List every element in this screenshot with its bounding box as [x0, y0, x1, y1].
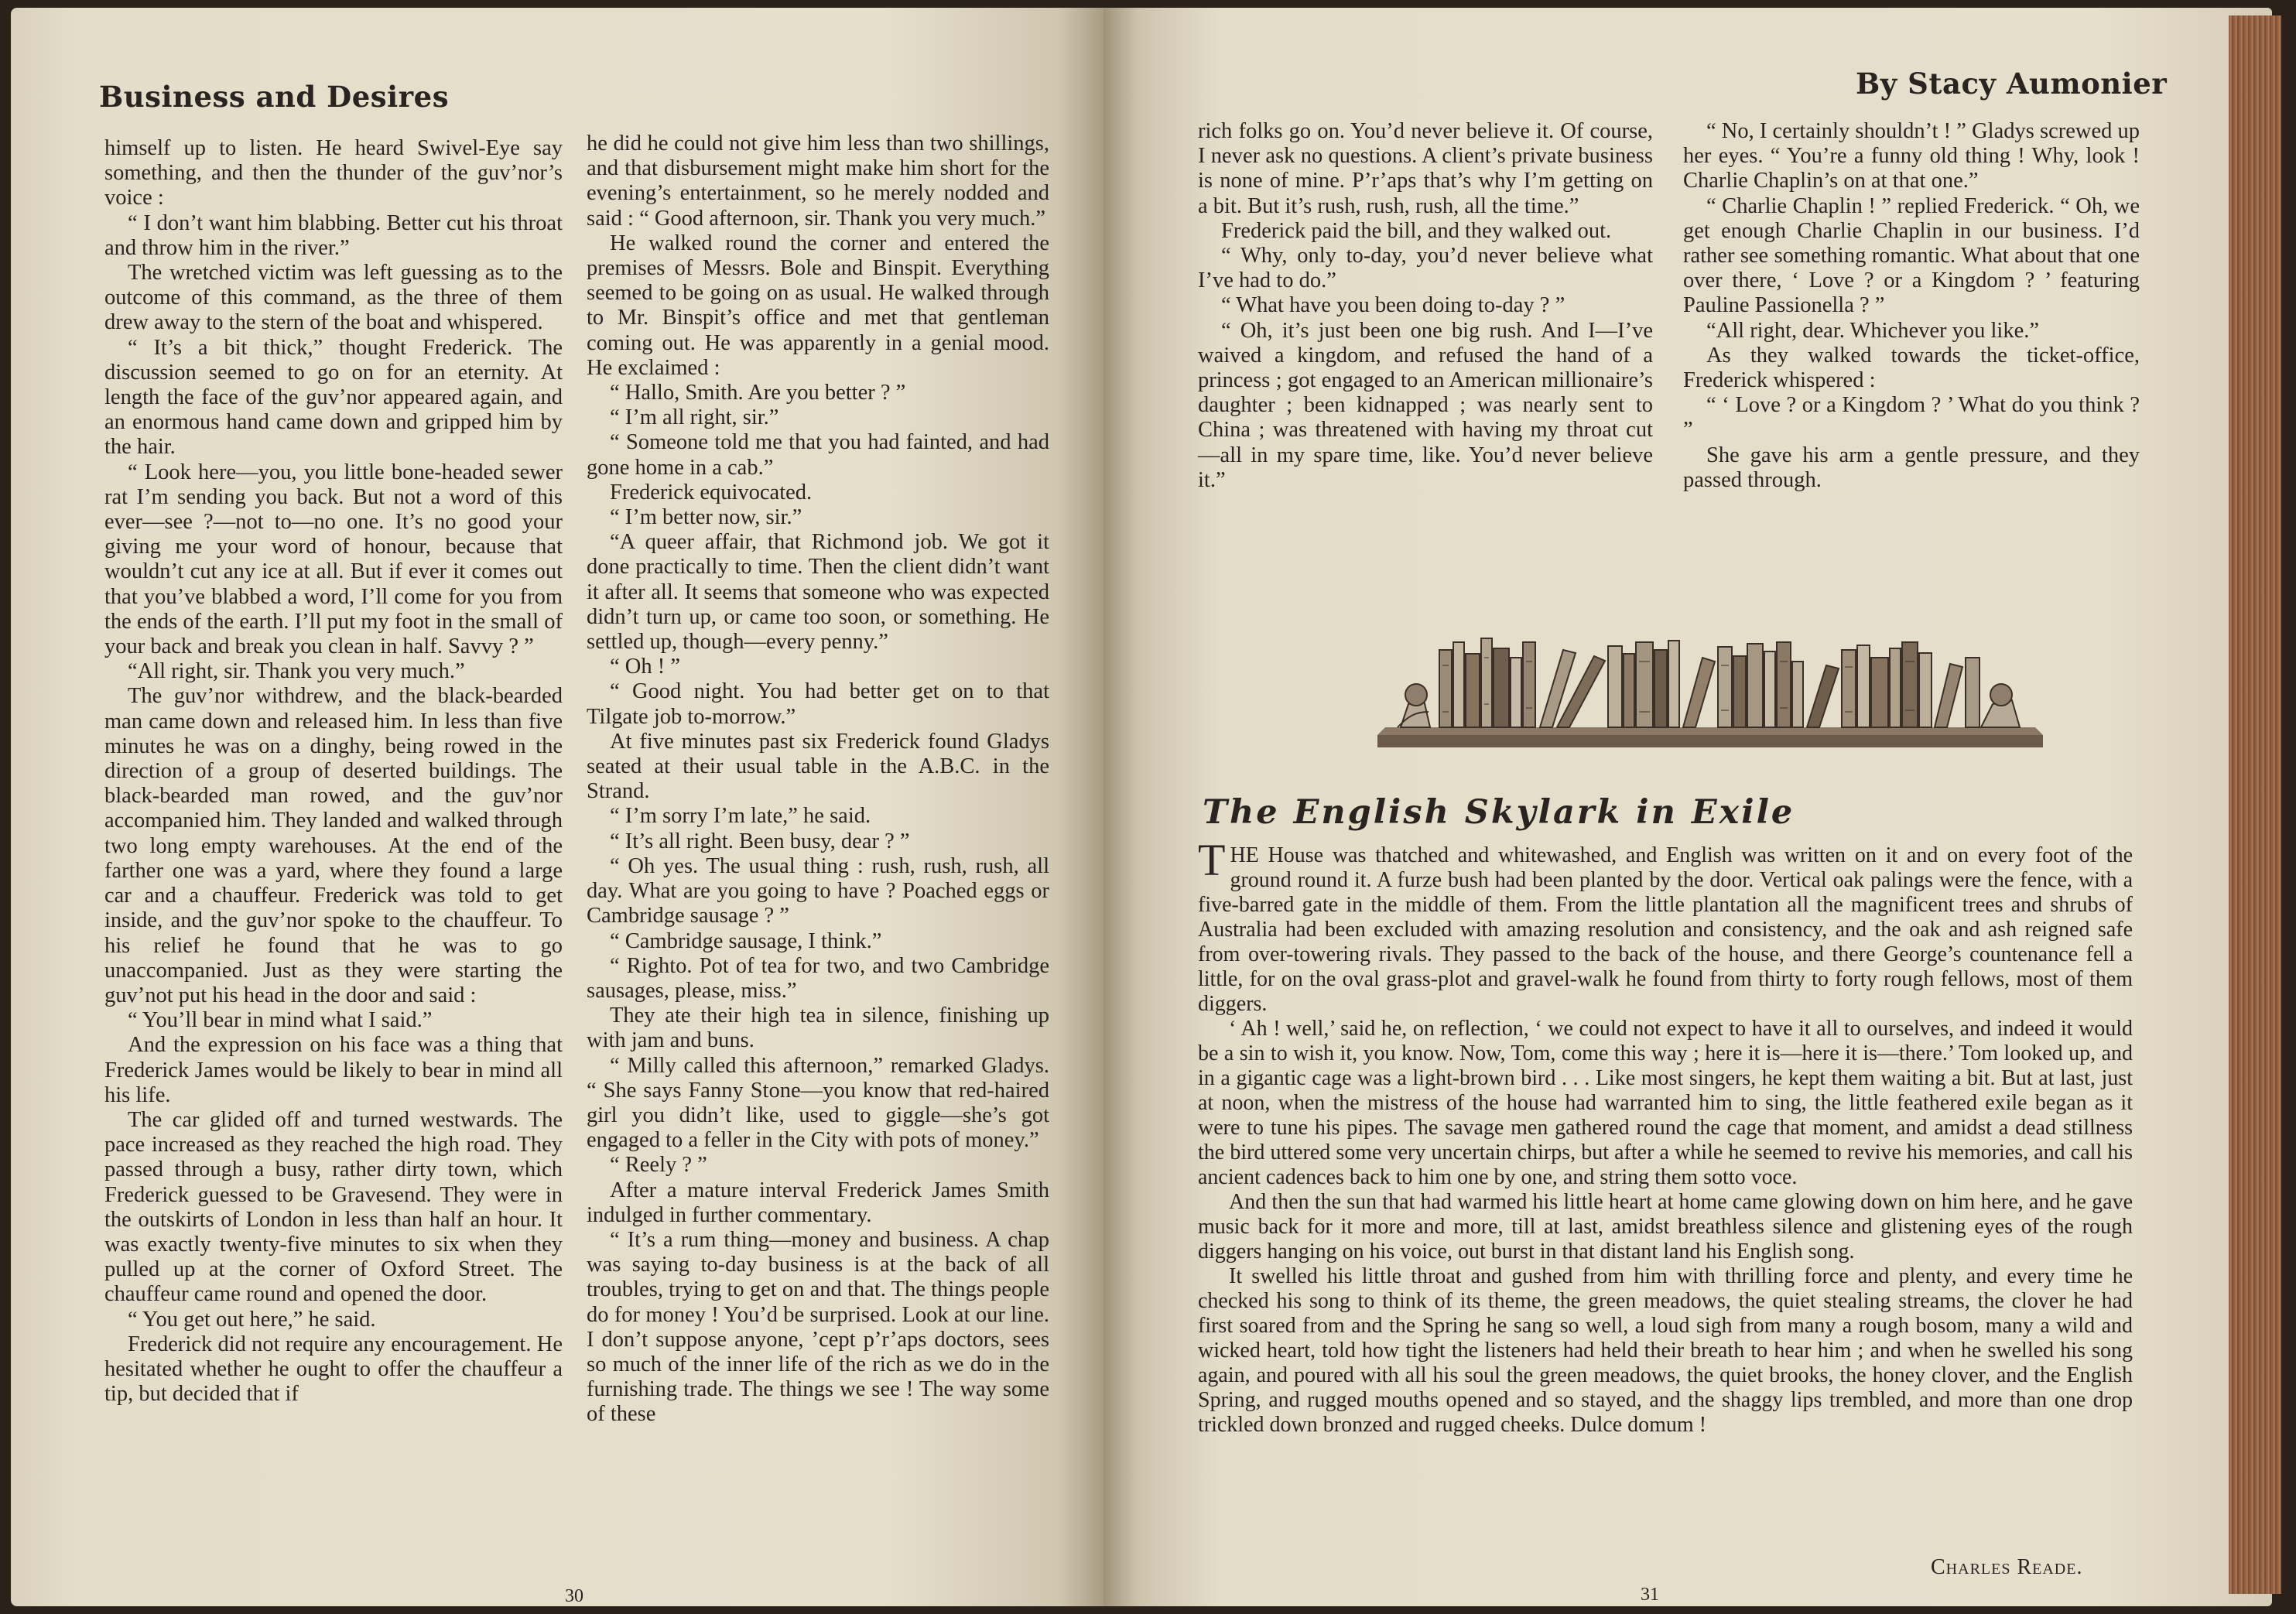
- paragraph: The wretched victim was left guessing as to the outcome of this command, as the three of them drew away to the stern of the boat and whispered.: [104, 261, 563, 335]
- paragraph: The guv’nor withdrew, and the black-bearded man came down and released him. In less than five minutes he was on a dinghy, being rowed in the direction of a group of deserted buildings. The black-bearded man rowed, and the guv’nor accompanied him. They landed and walked through two long empty warehouses. At the end of the farther one was a yard, where they found a large car and a chauffeur. Frederick was told to get inside, and the guv’nor spoke to the chauffeur. To his relief he found that he was to go unaccompanied. Just as they were starting the guv’not put his head in the door and said :: [104, 684, 563, 1007]
- right-page-number: 31: [1641, 1585, 1659, 1605]
- left-column-2: [587, 132, 1049, 1428]
- story-author: Charles Reade.: [1931, 1555, 2083, 1579]
- right-running-head: By Stacy Aumonier: [1856, 67, 2168, 101]
- paragraph: “ I’m all right, sir.”: [610, 405, 779, 430]
- paragraph: The car glided off and turned westwards. The pace increased as they reached the high road. They passed through a busy, rather dirty town, which Frederick guessed to be Gravesend. They were in the outskirts of London in less than half an hour. It was exactly twenty-five minutes to six when they pulled up at the corner of Oxford Street. The chauffeur came round and opened the door.: [104, 1107, 563, 1307]
- paragraph: “ Milly called this afternoon,” remarked Gladys. “ She says Fanny Stone—you know that red-haired girl you didn’t like, used to giggle—she’s got engaged to a feller in the City with pots of money.”: [587, 1053, 1049, 1153]
- paragraph: “ I’m sorry I’m late,” he said.: [610, 804, 871, 829]
- left-page-number: 30: [565, 1586, 583, 1606]
- left-column-1: [104, 136, 563, 1407]
- paragraph: She gave his arm a gentle pressure, and they passed through.: [1683, 443, 2140, 492]
- paragraph: “ It’s a bit thick,” thought Frederick. The discussion seemed to go on for an eternity. At length the face of the guv’nor appeared again, and an enormous hand came down and gripped him by the hair.: [104, 335, 563, 460]
- paragraph: “ What have you been doing to-day ? ”: [1221, 293, 1565, 318]
- right-column-1: [1198, 119, 1653, 493]
- paragraph: And the expression on his face was a thing that Frederick James would be likely to bear in mind all his life.: [104, 1033, 563, 1107]
- story-paragraph: It swelled his little throat and gushed from him with thrilling force and plenty, and every time he checked his song to think of its theme, the green meadows, the quiet stealing streams, the clover he had first soared from and the Spring he sang so well, a loud sigh from many a rough bosom, many a wild and wicked heart, told how tight the listeners had held their breath to hear him ; and when he swelled his song again, and poured with all his soul the green meadows, the quiet brooks, the honey clover, and the English Spring, and rugged mouths opened and so stayed, and the shaggy lips trembled, and more than one drop trickled down bronzed and rugged cheeks. Dulce domum !: [1198, 1264, 2133, 1437]
- paragraph: “ Charlie Chaplin ! ” replied Frederick. “ Oh, we get enough Charlie Chaplin in our business. I’d rather see something romantic. What about that one over there, ‘ Love ? or a Kingdom ? ’ featuring Pauline Passionella ? ”: [1683, 193, 2140, 318]
- paragraph: “ It’s all right. Been busy, dear ? ”: [610, 829, 910, 853]
- paragraph: “ ‘ Love ? or a Kingdom ? ’ What do you think ? ”: [1683, 393, 2140, 443]
- paragraph: rich folks go on. You’d never believe it. Of course, I never ask no questions. A client’s private business is none of mine. P’r’aps that’s why I’m getting on a bit. But it’s rush, rush, rush, all the time.”: [1198, 119, 1653, 218]
- book-page-edges: [2229, 15, 2281, 1594]
- story-paragraph-text: HE House was thatched and whitewashed, and English was written on it and on every foot of the ground round it. A furze bush had been planted by the door. Vertical oak palings were the fence, with a five-barred gate in the middle of them. From the little plantation all the magnificent trees and shrubs of Australia had been excluded with amazing resolution and consistency, and the oak and ash reigned safe from over-towering rivals. They passed to the back of the house, and there George’s countenance fell a little, for on the oval grass-plot and gravel-walk he found from thirty to forty rough fellows, most of them diggers.: [1198, 843, 2133, 1016]
- paragraph: He walked round the corner and entered the premises of Messrs. Bole and Binspit. Everything seemed to be going on as usual. He walked through to Mr. Binspit’s office and met that gentleman coming out. He was apparently in a genial mood. He exclaimed :: [587, 231, 1049, 380]
- paragraph: “ Oh, it’s just been one big rush. And I—I’ve waived a kingdom, and refused the hand of a princess ; got engaged to an American millionaire’s daughter ; been kidnapped ; was nearly sent to China ; was threatened with having my throat cut —all in my spare time, like. You’d never believe it.”: [1198, 318, 1653, 492]
- paragraph: “All right, dear. Whichever you like.”: [1706, 318, 2039, 343]
- paragraph: “All right, sir. Thank you very much.”: [128, 659, 465, 684]
- paragraph: Frederick equivocated.: [610, 480, 813, 504]
- bookshelf-ornament: [1362, 619, 2058, 754]
- paragraph: Frederick did not require any encouragement. He hesitated whether he ought to offer the chauffeur a tip, but decided that if: [104, 1332, 563, 1407]
- paragraph: They ate their high tea in silence, finishing up with jam and buns.: [587, 1004, 1049, 1053]
- drop-cap: T: [1198, 835, 1226, 885]
- paragraph: “ No, I certainly shouldn’t ! ” Gladys screwed up her eyes. “ You’re a funny old thing ! Why, look ! Charlie Chaplin’s on at that one.”: [1683, 119, 2140, 193]
- paragraph: “ Someone told me that you had fainted, and had gone home in a cab.”: [587, 430, 1049, 480]
- paragraph: “ Hallo, Smith. Are you better ? ”: [610, 381, 906, 405]
- story-paragraph: And then the sun that had warmed his little heart at home came glowing down on him here, and he gave music back for it more and more, till at last, amidst breathless silence and glistening eyes of the rough diggers hanging on his voice, out burst in that distant land his English song.: [1198, 1190, 2133, 1264]
- paragraph: At five minutes past six Frederick found Gladys seated at their usual table in the A.B.C. in the Strand.: [587, 729, 1049, 804]
- story-title: The English Skylark in Exile: [1203, 793, 1795, 832]
- paragraph: “ Oh yes. The usual thing : rush, rush, rush, all day. What are you going to have ? Poached eggs or Cambridge sausage ? ”: [587, 853, 1049, 928]
- paragraph: Frederick paid the bill, and they walked out.: [1221, 218, 1612, 243]
- paragraph: “ Cambridge sausage, I think.”: [610, 928, 882, 953]
- paragraph: “ Look here—you, you little bone-headed sewer rat I’m sending you back. But not a word of this ever—see ?—not to—no one. It’s no good your giving me your word of honour, because that wouldn’t cut any ice at all. But if ever it comes out that you’ve blabbed a word, I’ll come for you from the ends of the earth. I’ll put my foot in the small of your back and break you clean in half. Savvy ? ”: [104, 460, 563, 659]
- paragraph: “A queer affair, that Richmond job. We got it done practically to time. Then the client didn’t want it after all. It seems that someone who was expected didn’t turn up, or came too soon, or something. He settled up, though—every penny.”: [587, 530, 1049, 655]
- story-paragraph: [1198, 835, 2133, 1017]
- paragraph: “ I don’t want him blabbing. Better cut his throat and throw him in the river.”: [104, 210, 563, 260]
- left-running-head: Business and Desires: [99, 80, 450, 114]
- paragraph: “ You’ll bear in mind what I said.”: [128, 1008, 433, 1033]
- paragraph: “ Why, only to-day, you’d never believe what I’ve had to do.”: [1198, 244, 1653, 293]
- paragraph: “ I’m better now, sir.”: [610, 505, 802, 530]
- story-paragraph: ‘ Ah ! well,’ said he, on reflection, ‘ we could not expect to have it all to ourselves, and indeed it would be a sin to wish it, you know. Now, Tom, come this way ; here it is—here it is—there.’ Tom looked up, and in a gigantic cage was a light-brown bird . . . Like most singers, he kept them waiting a bit. But at last, just at noon, when the mistress of the house had warranted him to sing, the little feathered exile began as it were to tune his pipes. The savage men gathered round the cage that moment, and amidst a dead stillness the bird uttered some very uncertain chirps, but after a while he seemed to revive his memories, and call his ancient cadences back to him one by one, and string them sotto voce.: [1198, 1017, 2133, 1189]
- paragraph: “ Good night. You had better get on to that Tilgate job to-morrow.”: [587, 679, 1049, 729]
- story-body: [1198, 835, 2133, 1438]
- paragraph: himself up to listen. He heard Swivel-Eye say something, and then the thunder of the guv’nor’s voice :: [104, 136, 563, 210]
- paragraph: “ Righto. Pot of tea for two, and two Cambridge sausages, please, miss.”: [587, 953, 1049, 1003]
- paragraph: “ Oh ! ”: [610, 655, 680, 679]
- paragraph: he did he could not give him less than two shillings, and that disbursement might make him short for the evening’s entertainment, so he merely nodded and said : “ Good afternoon, sir. Thank you very much.”: [587, 132, 1049, 231]
- paragraph: “ It’s a rum thing—money and business. A chap was saying to-day business is at the back of all troubles, trying to get on and that. The things people do for money ! You’d be surprised. Look at our line. I don’t suppose anyone, ’cept p’r’aps doctors, sees so much of the inner life of the rich as we do in the furnishing trade. The things we see ! The way some of these: [587, 1227, 1049, 1427]
- paragraph: After a mature interval Frederick James Smith indulged in further commentary.: [587, 1178, 1049, 1227]
- paragraph: “ You get out here,” he said.: [128, 1307, 376, 1332]
- paragraph: “ Reely ? ”: [610, 1153, 707, 1178]
- right-column-2: [1683, 119, 2140, 493]
- paragraph: As they walked towards the ticket-office, Frederick whispered :: [1683, 343, 2140, 393]
